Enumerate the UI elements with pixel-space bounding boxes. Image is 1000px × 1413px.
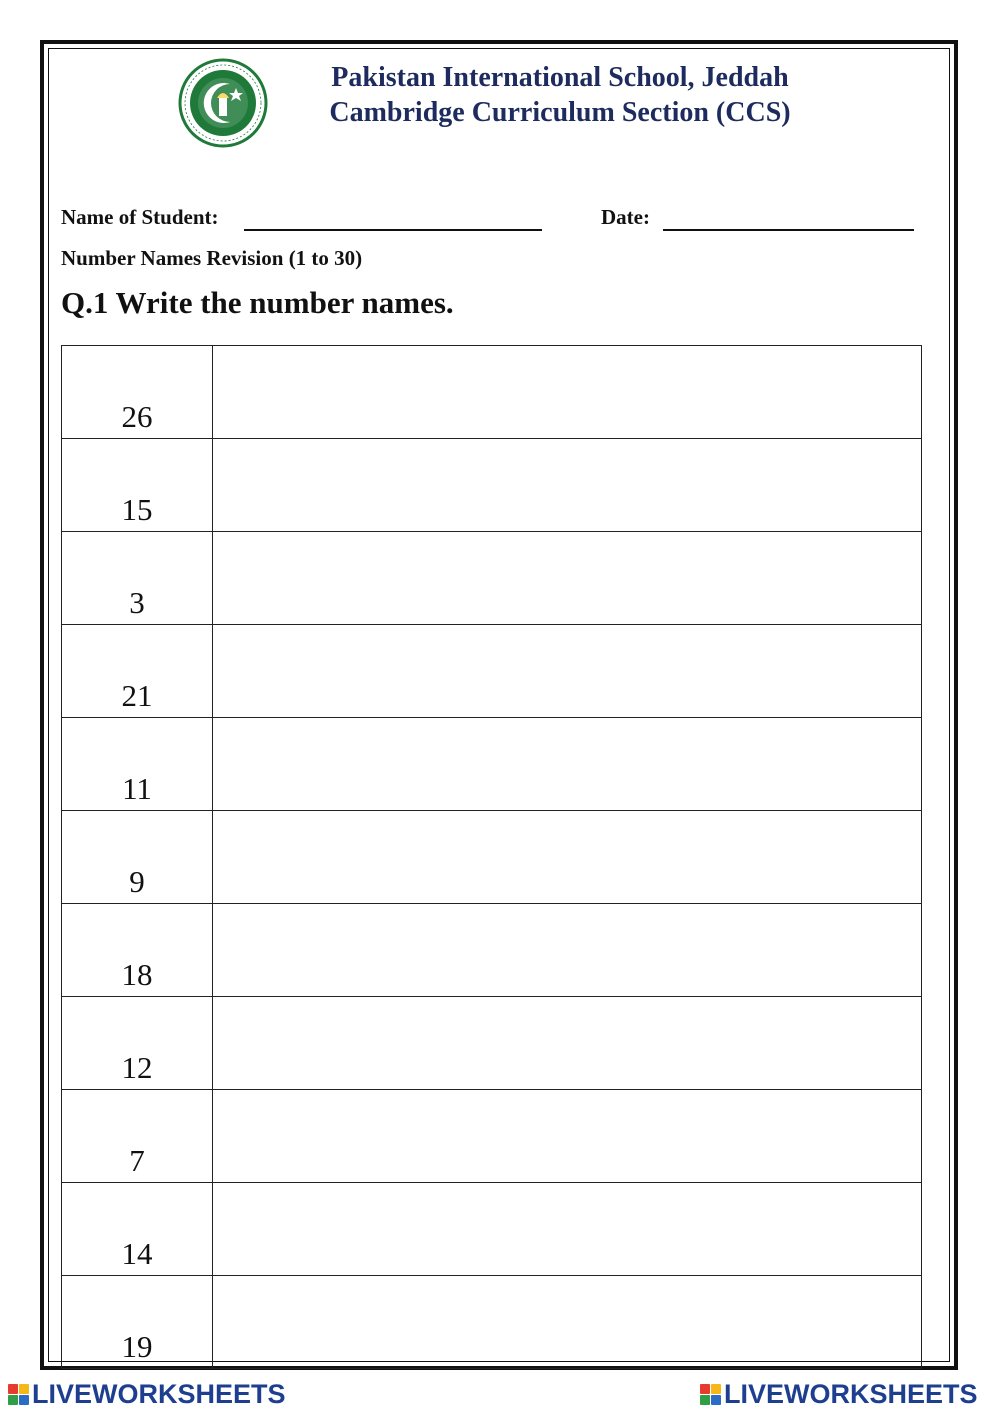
answer-cell[interactable] <box>213 439 922 532</box>
number-cell: 12 <box>62 997 213 1090</box>
number-cell: 18 <box>62 904 213 997</box>
number-cell: 9 <box>62 811 213 904</box>
number-cell: 21 <box>62 625 213 718</box>
school-name: Pakistan International School, Jeddah <box>331 62 789 93</box>
answer-cell[interactable] <box>213 346 922 439</box>
answer-cell[interactable] <box>213 1276 922 1369</box>
number-cell: 26 <box>62 346 213 439</box>
liveworksheets-icon <box>8 1384 29 1405</box>
school-crest-icon <box>178 58 268 148</box>
answer-cell[interactable] <box>213 904 922 997</box>
answer-cell[interactable] <box>213 625 922 718</box>
student-name-field[interactable] <box>244 229 542 231</box>
liveworksheets-logo-left <box>8 1378 286 1410</box>
school-header <box>290 60 830 130</box>
liveworksheets-brand: LIVEWORKSHEETS <box>724 1378 978 1409</box>
liveworksheets-icon <box>700 1384 721 1405</box>
number-names-table <box>61 345 922 1369</box>
number-cell: 15 <box>62 439 213 532</box>
answer-cell[interactable] <box>213 997 922 1090</box>
table-row <box>62 718 922 811</box>
table-row <box>62 346 922 439</box>
table-row <box>62 625 922 718</box>
answer-cell[interactable] <box>213 811 922 904</box>
number-cell: 11 <box>62 718 213 811</box>
number-cell: 14 <box>62 1183 213 1276</box>
table-row <box>62 997 922 1090</box>
worksheet-subtitle: Number Names Revision (1 to 30) <box>61 246 363 270</box>
answer-cell[interactable] <box>213 1183 922 1276</box>
table-row <box>62 439 922 532</box>
question-heading: Q.1 Write the number names. <box>61 285 454 320</box>
number-cell: 7 <box>62 1090 213 1183</box>
liveworksheets-brand: LIVEWORKSHEETS <box>32 1378 286 1409</box>
table-row <box>62 532 922 625</box>
table-row <box>62 904 922 997</box>
answer-cell[interactable] <box>213 1090 922 1183</box>
table-row <box>62 1090 922 1183</box>
answer-cell[interactable] <box>213 532 922 625</box>
school-section: Cambridge Curriculum Section (CCS) <box>329 97 791 128</box>
answer-cell[interactable] <box>213 718 922 811</box>
student-name-label: Name of Student: <box>61 205 219 229</box>
number-cell: 3 <box>62 532 213 625</box>
number-cell: 19 <box>62 1276 213 1369</box>
date-field[interactable] <box>663 229 914 231</box>
table-row <box>62 1183 922 1276</box>
table-row <box>62 1276 922 1369</box>
date-label: Date: <box>601 205 650 229</box>
table-row <box>62 811 922 904</box>
liveworksheets-logo-right <box>700 1378 978 1410</box>
